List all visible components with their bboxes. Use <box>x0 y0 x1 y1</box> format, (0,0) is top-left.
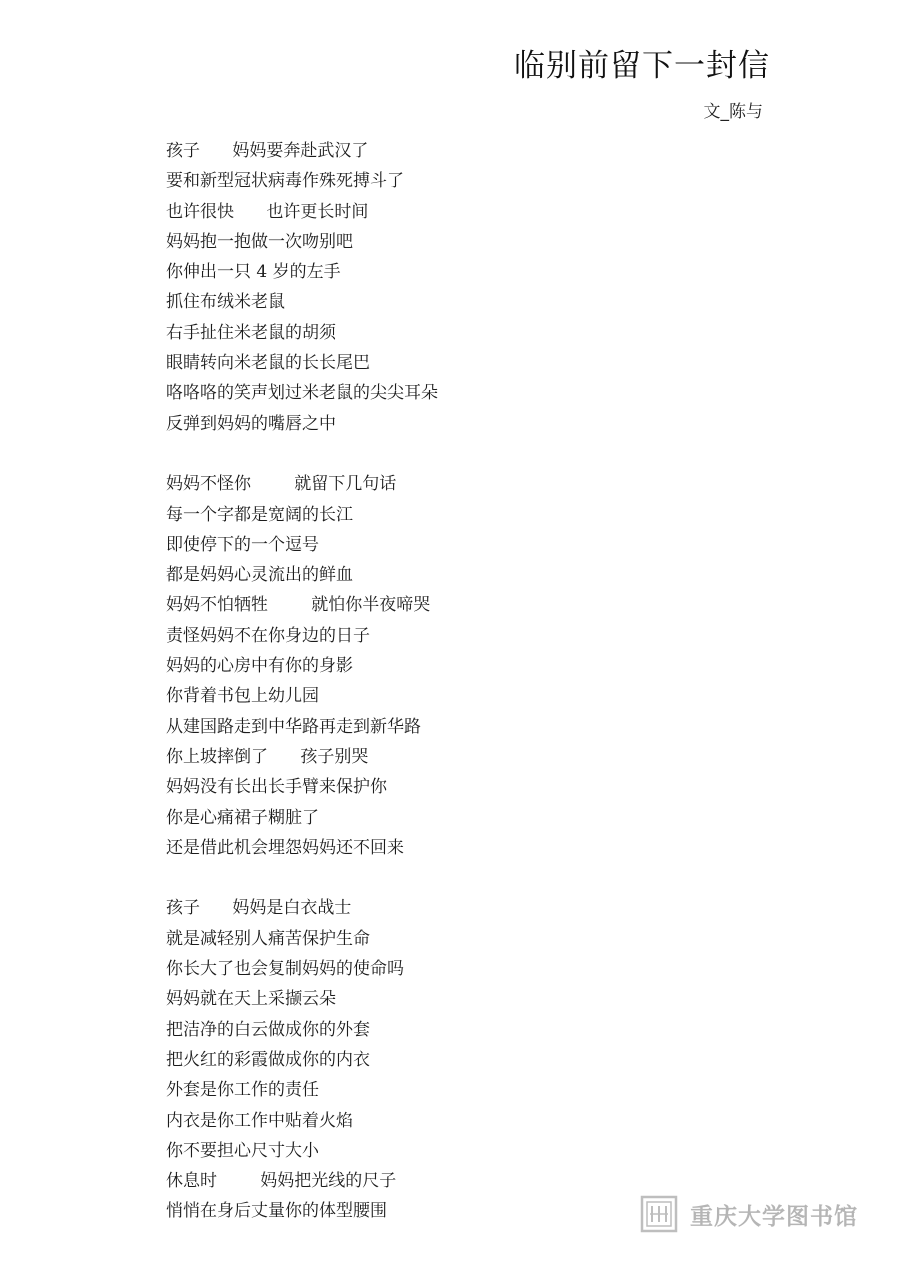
poem-line: 你是心痛裙子糊脏了 <box>166 807 319 828</box>
poem-line: 孩子 妈妈是白衣战士 <box>166 898 352 919</box>
poem-line: 悄悄在身后丈量你的体型腰围 <box>166 1201 387 1222</box>
poem-line: 咯咯咯的笑声划过米老鼠的尖尖耳朵 <box>166 383 438 404</box>
poem-line: 你不要担心尺寸大小 <box>166 1140 319 1161</box>
poem-line: 妈妈不怕牺牲 就怕你半夜啼哭 <box>166 595 431 616</box>
poem-line: 就是减轻别人痛苦保护生命 <box>166 928 370 949</box>
poem-line: 把火红的彩霞做成你的内衣 <box>166 1049 370 1070</box>
poem-title: 临别前留下一封信 <box>514 48 770 84</box>
poem-line: 右手扯住米老鼠的胡须 <box>166 322 336 343</box>
poem-line: 从建国路走到中华路再走到新华路 <box>166 716 421 737</box>
poem-line: 你伸出一只 4 岁的左手 <box>166 262 341 283</box>
stanza-1 <box>166 136 726 439</box>
stanza-2 <box>166 469 726 863</box>
poem-line: 都是妈妈心灵流出的鲜血 <box>166 565 353 586</box>
poem-line: 每一个字都是宽阔的长江 <box>166 504 353 525</box>
poem-line: 妈妈的心房中有你的身影 <box>166 656 353 677</box>
poem-line: 你上坡摔倒了 孩子别哭 <box>166 746 369 767</box>
poem-line: 抓住布绒米老鼠 <box>166 292 285 313</box>
poem-line: 也许很快 也许更长时间 <box>166 201 369 222</box>
poem-line: 你长大了也会复制妈妈的使命吗 <box>166 959 404 980</box>
poem-line: 休息时 妈妈把光线的尺子 <box>166 1171 397 1192</box>
stanza-3 <box>166 893 726 1226</box>
poem-line: 妈妈不怪你 就留下几句话 <box>166 474 397 495</box>
poem-line: 眼睛转向米老鼠的长长尾巴 <box>166 353 370 374</box>
poem-line: 你背着书包上幼儿园 <box>166 686 319 707</box>
poem-line: 孩子 妈妈要奔赴武汉了 <box>166 141 369 161</box>
poem-line: 妈妈就在天上采撷云朵 <box>166 989 336 1010</box>
library-watermark <box>640 1192 858 1236</box>
poem-body <box>166 136 726 1257</box>
poem-author: 文_陈与 <box>703 102 763 122</box>
poem-line: 要和新型冠状病毒作殊死搏斗了 <box>166 171 404 192</box>
poem-line: 把洁净的白云做成你的外套 <box>166 1019 370 1040</box>
poem-line: 妈妈没有长出长手臂来保护你 <box>166 777 387 798</box>
poem-line: 外套是你工作的责任 <box>166 1080 319 1101</box>
poem-line: 即使停下的一个逗号 <box>166 534 319 555</box>
poem-line: 妈妈抱一抱做一次吻别吧 <box>166 231 353 252</box>
library-seal-icon <box>640 1195 678 1233</box>
poem-line: 责怪妈妈不在你身边的日子 <box>166 625 370 646</box>
watermark-text: 重庆大学图书馆 <box>690 1203 858 1230</box>
poem-line: 反弹到妈妈的嘴唇之中 <box>166 413 336 434</box>
poem-line: 内衣是你工作中贴着火焰 <box>166 1110 353 1131</box>
poem-line: 还是借此机会埋怨妈妈还不回来 <box>166 837 404 858</box>
